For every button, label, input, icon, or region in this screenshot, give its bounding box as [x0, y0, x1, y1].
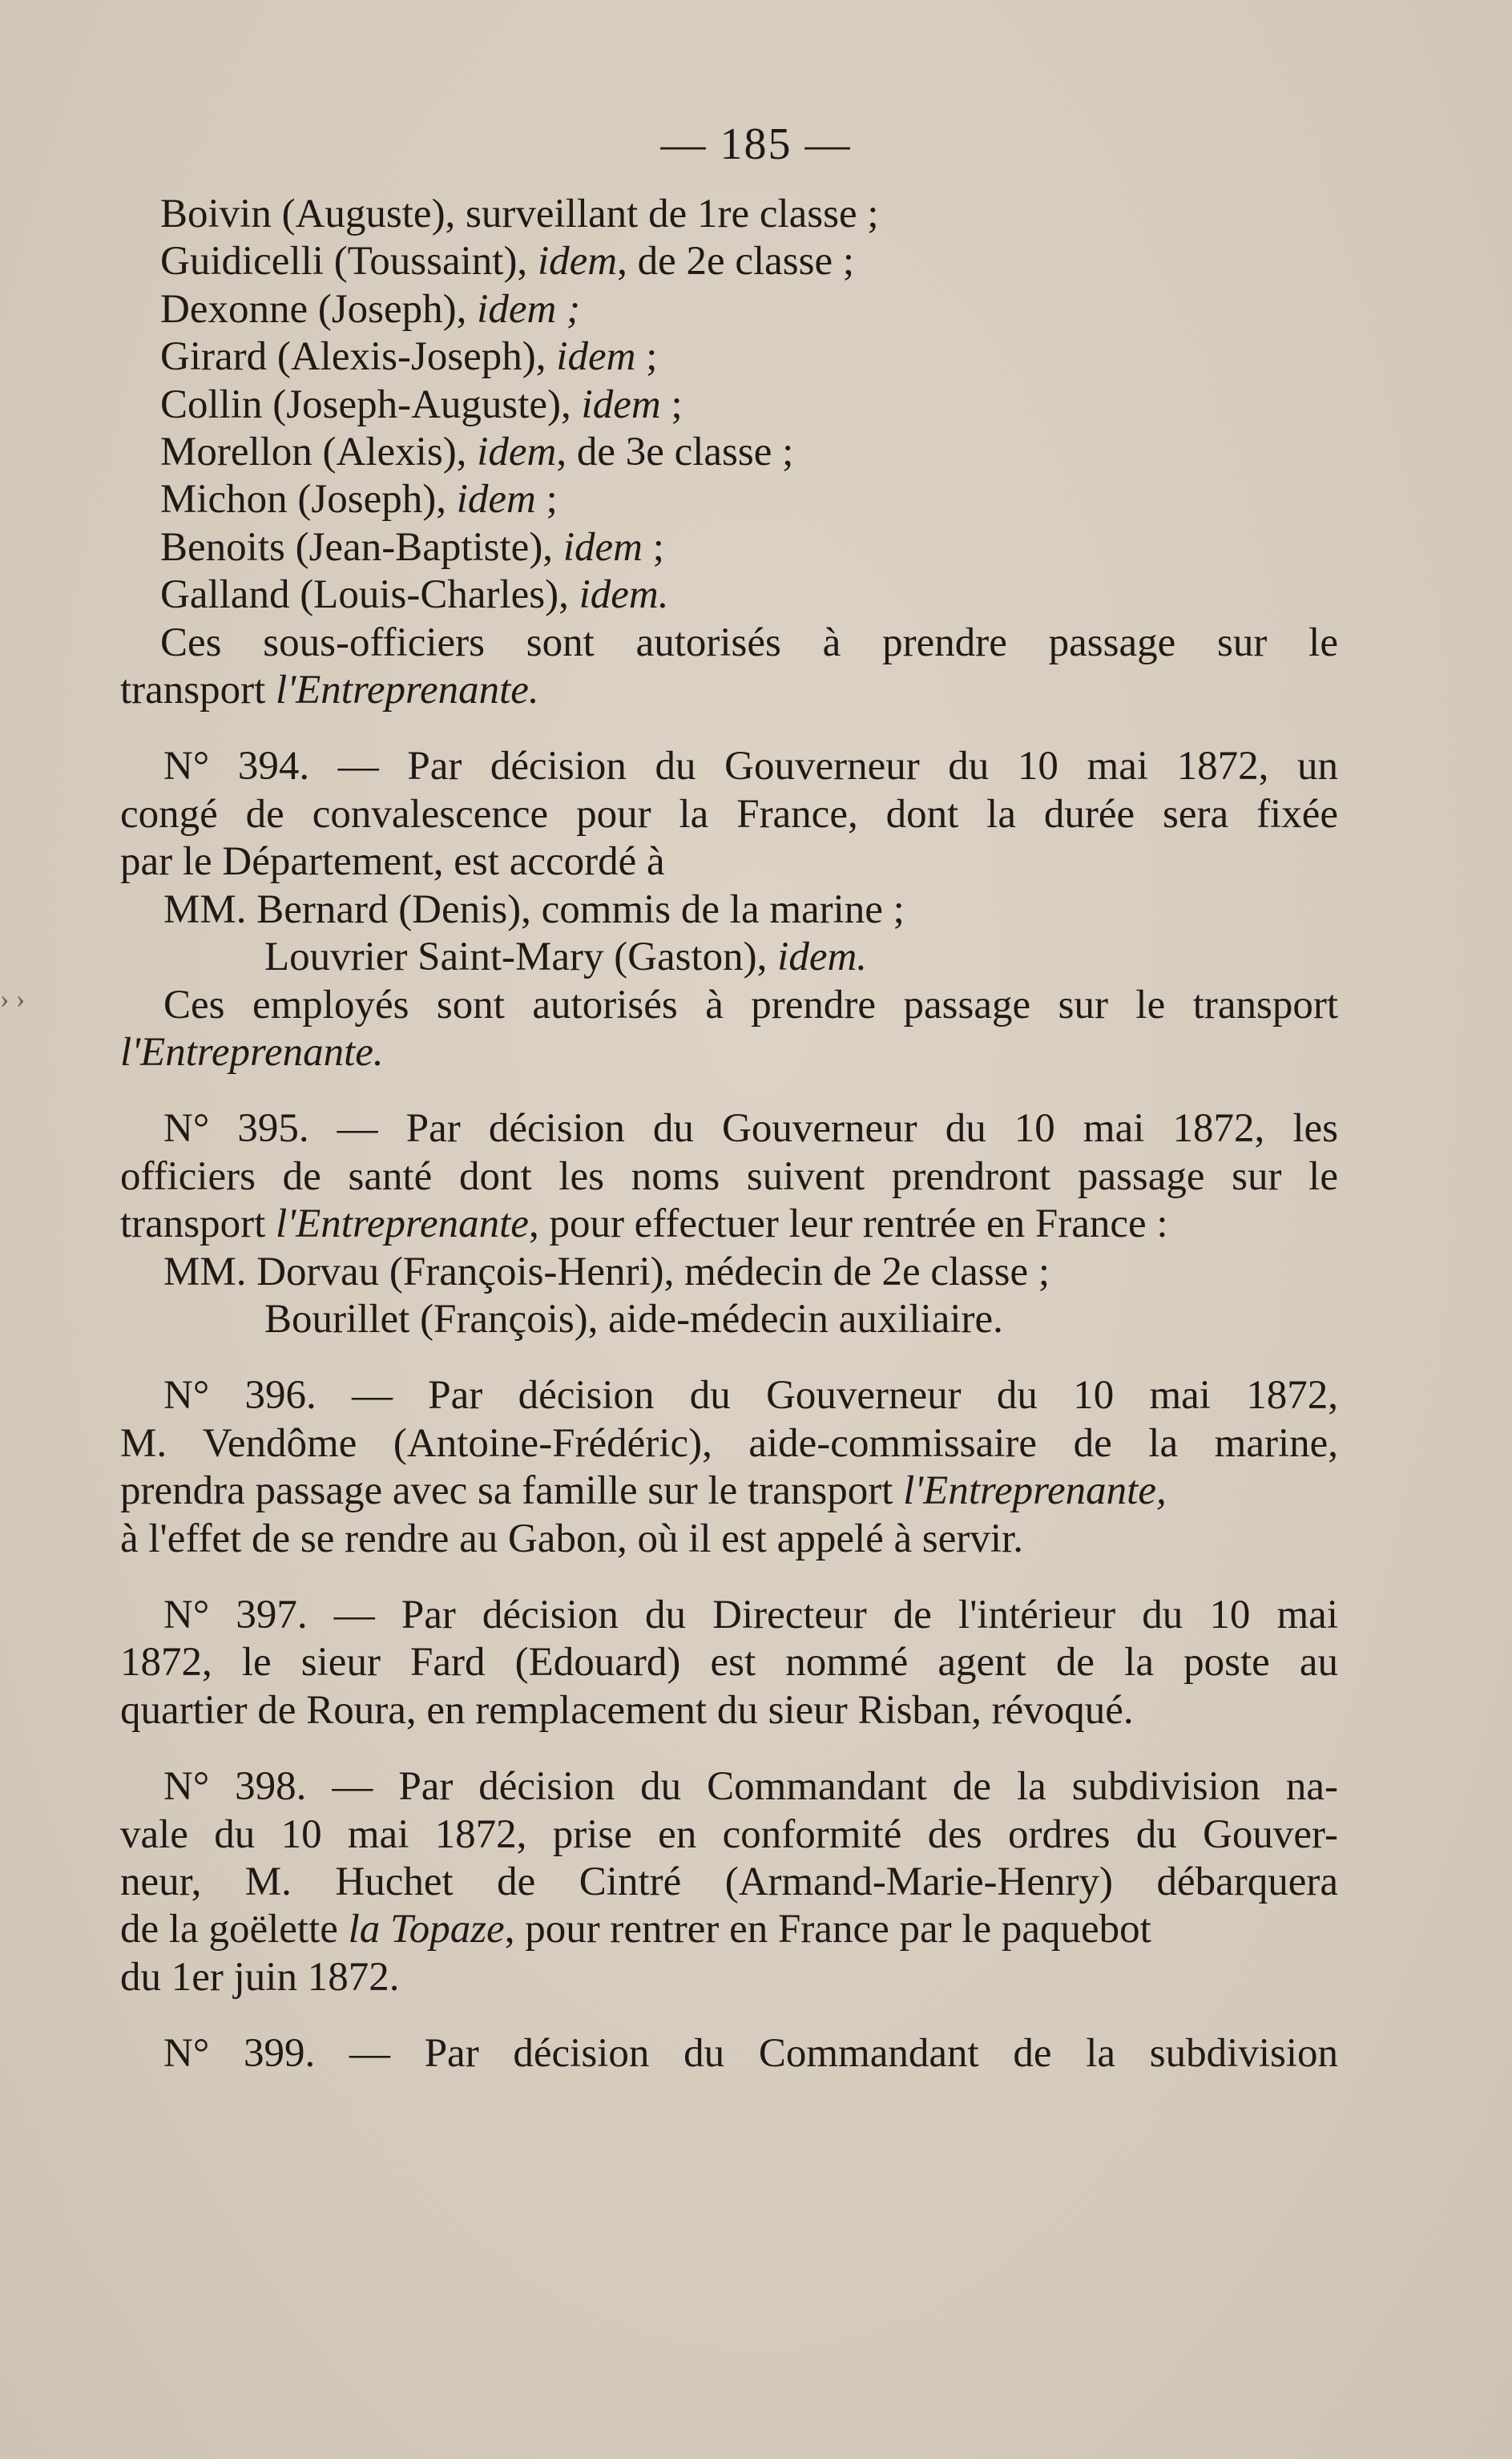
text-line — [120, 286, 1338, 333]
page-body — [120, 191, 1338, 2078]
text-line: Boivin (Auguste), surveillant de 1re classe ; — [160, 192, 879, 236]
text-span: , de 2e classe ; — [617, 239, 855, 285]
text-span: ; — [635, 334, 658, 380]
text-line — [120, 571, 1338, 619]
italic-span: idem — [477, 430, 557, 475]
text-span: , de 3e classe ; — [556, 430, 794, 475]
text-line: N° 396. — Par décision du Gouverneur du 10 mai 1872, — [163, 1373, 1338, 1419]
page-number: — 185 — — [660, 119, 852, 169]
text-line — [120, 934, 1338, 981]
paragraph-gap — [120, 1734, 1338, 1763]
entry-398 — [120, 1763, 1338, 2001]
text-line: N° 394. — Par décision du Gouverneur du 10 mai 1872, un — [163, 744, 1338, 789]
text-span: Collin (Joseph-Auguste), — [160, 382, 582, 427]
text-span: Galland (Louis-Charles), — [160, 572, 579, 618]
text-span: Louvrier Saint-Mary (Gaston), — [264, 935, 778, 980]
text-span: ; — [535, 477, 558, 523]
text-line: MM. Bernard (Denis), commis de la marine ; — [163, 886, 905, 932]
text-span: Dexonne (Joseph), — [160, 286, 478, 332]
text-line — [120, 667, 1338, 714]
text-span: ; — [660, 382, 683, 427]
italic-span: idem. — [579, 572, 669, 618]
text-line: MM. Dorvau (François-Henri), médecin de 2e classe ; — [163, 1249, 1050, 1294]
text-line — [120, 1201, 1338, 1248]
entry-396 — [120, 1372, 1338, 1563]
paragraph-gap — [120, 1076, 1338, 1105]
italic-span: l'Entreprenante. — [276, 668, 539, 713]
text-line: du 1er juin 1872. — [120, 1954, 400, 2000]
text-line: N° 395. — Par décision du Gouverneur du 10 mai 1872, les — [163, 1106, 1338, 1152]
text-span: Morellon (Alexis), — [160, 430, 478, 475]
text-line: à l'effet de se rendre au Gabon, où il est appelé à servir. — [120, 1516, 1023, 1561]
italic-span: idem — [556, 334, 636, 380]
entry-397 — [120, 1592, 1338, 1734]
paragraph-gap — [120, 2001, 1338, 2030]
text-line: N° 398. — Par décision du Commandant de la subdivision na- — [163, 1764, 1338, 1810]
text-line: N° 397. — Par décision du Directeur de l'intérieur du 10 mai — [163, 1592, 1338, 1637]
italic-span: idem — [456, 477, 536, 523]
text-span: transport — [120, 668, 276, 713]
text-line — [120, 476, 1338, 523]
text-line — [120, 382, 1338, 429]
text-line: Bourillet (François), aide-médecin auxiliaire. — [264, 1296, 1003, 1342]
text-span: Guidicelli (Toussaint), — [160, 239, 538, 285]
text-line — [120, 333, 1338, 381]
paragraph-gap — [120, 1563, 1338, 1592]
text-span: , pour rentrer en France par le paquebot — [504, 1907, 1151, 1952]
text-span: Michon (Joseph), — [160, 477, 457, 523]
text-line — [120, 1029, 1338, 1076]
text-line: Ces sous-officiers sont autorisés à prendre passage sur le — [160, 620, 1338, 665]
text-line: par le Département, est accordé à — [120, 839, 665, 885]
text-line — [120, 1906, 1338, 1953]
text-line: neur, M. Huchet de Cintré (Armand-Marie-Henry) débarquera — [120, 1859, 1338, 1904]
text-span: , pour effectuer leur rentrée en France : — [528, 1201, 1168, 1247]
italic-span: idem — [537, 239, 618, 285]
text-span: Benoits (Jean-Baptiste), — [160, 524, 563, 570]
text-span: de la goëlette — [120, 1907, 349, 1952]
italic-span: l'Entreprenante. — [120, 1029, 384, 1075]
italic-span: idem ; — [477, 286, 581, 332]
text-line: quartier de Roura, en remplacement du sieur Risban, révoqué. — [120, 1687, 1134, 1733]
italic-span: l'Entreprenante — [276, 1201, 529, 1247]
text-span: Girard (Alexis-Joseph), — [160, 334, 557, 380]
text-line — [120, 1468, 1338, 1515]
paragraph-gap — [120, 714, 1338, 743]
text-span: ; — [642, 524, 664, 570]
margin-mark: › › — [0, 984, 26, 1014]
text-line: N° 399. — Par décision du Commandant de la subdivision — [163, 2031, 1338, 2077]
text-line — [120, 238, 1338, 285]
text-line: vale du 10 mai 1872, prise en conformité des ordres du Gouver- — [120, 1811, 1338, 1857]
italic-span: idem — [562, 524, 643, 570]
text-line: M. Vendôme (Antoine-Frédéric), aide-commissaire de la marine, — [120, 1420, 1338, 1466]
list-promotions — [120, 191, 1338, 714]
text-line — [120, 524, 1338, 571]
italic-span: idem. — [777, 935, 868, 980]
text-line: officiers de santé dont les noms suivent prendront passage sur le — [120, 1153, 1338, 1199]
text-line: Ces employés sont autorisés à prendre passage sur le transport — [163, 982, 1338, 1028]
text-line: congé de convalescence pour la France, dont la durée sera fixée — [120, 791, 1338, 837]
italic-span: l'Entreprenante, — [903, 1468, 1167, 1514]
text-line: 1872, le sieur Fard (Edouard) est nommé agent de la poste au — [120, 1640, 1338, 1686]
text-span: transport — [120, 1201, 276, 1247]
text-span: prendra passage avec sa famille sur le transport — [120, 1468, 904, 1514]
paragraph-gap — [120, 1343, 1338, 1372]
italic-span: la Topaze — [348, 1907, 505, 1952]
entry-394 — [120, 743, 1338, 1076]
entry-399 — [120, 2030, 1338, 2077]
text-line — [120, 429, 1338, 476]
italic-span: idem — [581, 382, 661, 427]
entry-395 — [120, 1105, 1338, 1343]
